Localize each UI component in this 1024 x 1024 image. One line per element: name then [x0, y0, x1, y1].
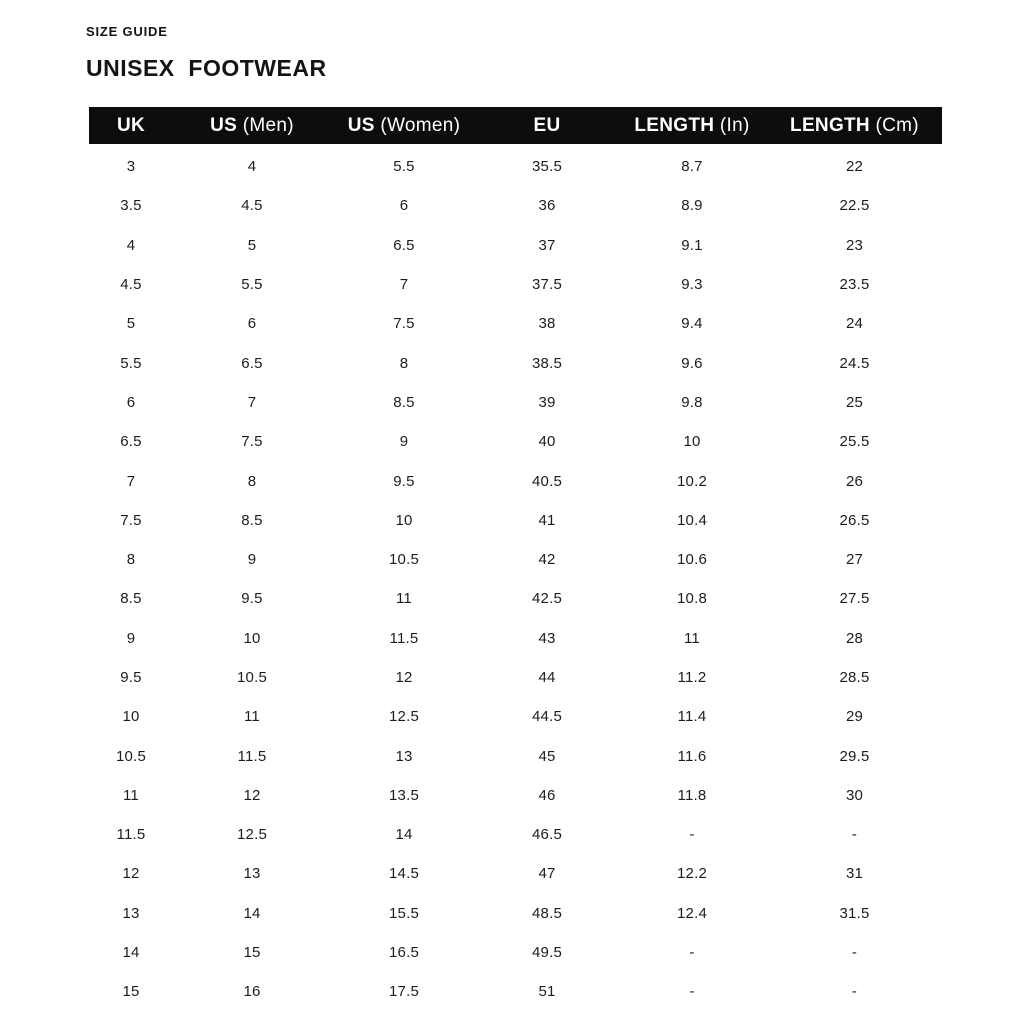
table-row [89, 619, 942, 658]
table-cell: 9 [247, 551, 257, 569]
table-cell: - [851, 826, 858, 844]
table-cell: 5.5 [120, 354, 142, 372]
table-cell: 12 [243, 786, 261, 804]
table-row [89, 815, 942, 854]
column-header-bold: UK [116, 114, 146, 136]
table-cell: 11.5 [237, 747, 267, 765]
table-row [89, 972, 942, 1011]
table-cell: 12.5 [237, 826, 267, 844]
table-row [89, 226, 942, 265]
table-cell: 44 [538, 669, 556, 686]
table-cell: 6.5 [393, 236, 415, 254]
table-cell: 10.4 [677, 511, 707, 529]
table-cell: 5.5 [393, 158, 415, 176]
table-cell: 8.7 [681, 158, 703, 176]
table-row [89, 265, 942, 304]
table-cell: 35.5 [532, 158, 562, 176]
table-cell: 6 [247, 315, 257, 333]
table-cell: 27.5 [839, 590, 870, 608]
table-cell: 10.5 [389, 551, 419, 569]
table-cell: 7.5 [241, 433, 263, 451]
table-row [89, 736, 942, 775]
table-cell: 12.5 [389, 708, 419, 726]
table-cell: 8.5 [120, 590, 142, 608]
table-cell: 22.5 [839, 197, 870, 215]
table-cell: 10 [122, 708, 140, 726]
table-cell: 4.5 [120, 276, 142, 294]
table-cell: 7 [399, 276, 409, 294]
table-cell: 12.4 [677, 904, 707, 922]
table-cell: 9.5 [241, 590, 263, 608]
table-row [89, 147, 942, 186]
table-cell: 28.5 [839, 669, 870, 686]
table-cell: 8 [247, 472, 257, 490]
table-cell: 11.5 [116, 826, 146, 844]
table-cell: 6.5 [241, 354, 263, 372]
size-table-body [89, 144, 942, 1012]
table-cell: 7 [247, 393, 257, 411]
column-header [767, 107, 942, 144]
table-cell: 11.4 [677, 708, 707, 726]
column-header-bold: EU [533, 114, 561, 136]
table-cell: 11 [396, 590, 412, 608]
table-cell: 11 [123, 786, 139, 804]
table-cell: 46 [538, 786, 556, 804]
table-cell: 14.5 [389, 865, 419, 883]
table-cell: 9.4 [681, 315, 703, 333]
table-cell: 23.5 [839, 276, 870, 294]
table-cell: 5 [126, 315, 136, 333]
table-cell: 7 [126, 472, 136, 490]
table-row [89, 933, 942, 972]
table-cell: 3 [126, 158, 136, 176]
table-cell: 38 [538, 315, 556, 333]
table-cell: 4.5 [241, 197, 263, 215]
table-cell: 48.5 [532, 904, 562, 922]
table-cell: 6 [399, 197, 409, 215]
table-cell: 13.5 [389, 786, 419, 804]
table-cell: 6.5 [120, 433, 142, 451]
table-cell: 8 [399, 354, 409, 372]
table-cell: 5.5 [241, 276, 263, 294]
table-cell: 9 [399, 433, 409, 451]
table-cell: 7.5 [393, 315, 415, 333]
table-row [89, 854, 942, 893]
table-cell: 42.5 [532, 590, 562, 608]
column-header [477, 107, 617, 144]
table-cell: 40.5 [532, 472, 562, 490]
table-cell: 14 [395, 826, 413, 844]
table-row [89, 501, 942, 540]
table-cell: 7.5 [120, 511, 142, 529]
table-cell: 45 [538, 747, 556, 765]
table-row [89, 343, 942, 382]
table-cell: 25.5 [839, 433, 870, 451]
column-header-bold: LENGTH [634, 114, 715, 136]
table-cell: 14 [122, 944, 140, 962]
table-cell: 9.5 [120, 669, 142, 686]
table-cell: 13 [122, 904, 140, 922]
table-cell: 27 [845, 551, 864, 569]
table-cell: 47 [538, 865, 556, 883]
table-cell: 46.5 [532, 826, 562, 844]
table-cell: 11 [684, 629, 700, 647]
table-cell: 4 [126, 236, 136, 254]
table-cell: 39 [538, 393, 556, 411]
table-cell: 25 [845, 393, 864, 411]
table-cell: 24 [845, 315, 864, 333]
table-cell: - [689, 983, 695, 1001]
size-table [89, 107, 942, 1012]
table-row [89, 658, 942, 697]
size-guide-label: SIZE GUIDE [86, 24, 168, 39]
table-cell: 26.5 [839, 511, 870, 529]
column-header-bold: US [347, 114, 375, 136]
table-cell: 11.8 [677, 786, 707, 804]
column-header-qualifier: (Men) [237, 114, 294, 136]
table-cell: 16 [243, 983, 261, 1001]
table-cell: 10.6 [677, 551, 707, 569]
table-cell: 15 [122, 983, 140, 1001]
column-header [89, 107, 173, 144]
table-row [89, 304, 942, 343]
table-cell: 51 [538, 983, 556, 1001]
table-cell: 9.8 [681, 393, 703, 411]
table-cell: 13 [243, 865, 261, 883]
table-cell: 12 [395, 669, 413, 686]
column-header [173, 107, 331, 144]
table-cell: 11 [244, 708, 260, 726]
table-row [89, 540, 942, 579]
table-cell: - [851, 983, 858, 1001]
table-cell: 6 [126, 393, 136, 411]
table-cell: 9.6 [681, 354, 703, 372]
table-cell: 12.2 [677, 865, 707, 883]
table-cell: 9.5 [393, 472, 415, 490]
table-cell: 38.5 [532, 354, 562, 372]
table-cell: 10.2 [677, 472, 707, 490]
table-cell: 23 [845, 236, 864, 254]
table-cell: 3.5 [120, 197, 142, 215]
table-row [89, 186, 942, 225]
table-cell: 8.9 [681, 197, 703, 215]
table-cell: 15.5 [389, 904, 419, 922]
table-cell: 43 [538, 629, 556, 647]
column-header-bold: US [210, 114, 238, 136]
table-cell: 13 [395, 747, 413, 765]
table-cell: 37 [538, 236, 556, 254]
table-cell: 30 [845, 786, 864, 804]
table-cell: - [689, 944, 695, 962]
table-cell: 29.5 [839, 747, 870, 765]
table-cell: 10.8 [677, 590, 707, 608]
table-cell: 9.3 [681, 276, 703, 294]
table-row [89, 579, 942, 618]
table-cell: 16.5 [389, 944, 419, 962]
table-cell: 11.2 [677, 669, 707, 686]
table-row [89, 697, 942, 736]
table-cell: - [689, 826, 695, 844]
table-cell: 49.5 [532, 944, 562, 962]
table-cell: 14 [243, 904, 261, 922]
table-cell: 24.5 [839, 354, 870, 372]
table-cell: 36 [538, 197, 556, 215]
table-cell: - [851, 944, 858, 962]
table-row [89, 422, 942, 461]
table-row [89, 461, 942, 500]
table-cell: 11.5 [389, 629, 419, 647]
column-header-qualifier: (Cm) [869, 114, 919, 136]
column-header-qualifier: (Women) [374, 114, 461, 136]
table-cell: 41 [538, 511, 556, 529]
table-cell: 8.5 [393, 393, 415, 411]
table-cell: 10 [683, 433, 701, 451]
table-cell: 22 [845, 158, 864, 176]
table-cell: 10 [395, 511, 413, 529]
table-cell: 10.5 [237, 669, 267, 686]
column-header-qualifier: (In) [714, 114, 750, 136]
table-cell: 31.5 [839, 904, 870, 922]
table-row [89, 776, 942, 815]
table-cell: 8.5 [241, 511, 263, 529]
table-cell: 17.5 [389, 983, 419, 1001]
table-cell: 15 [243, 944, 261, 962]
header-row [89, 107, 942, 144]
table-cell: 11.6 [677, 747, 707, 765]
table-cell: 5 [247, 236, 257, 254]
table-cell: 8 [126, 551, 136, 569]
table-cell: 28 [845, 629, 864, 647]
table-cell: 29 [845, 708, 864, 726]
table-cell: 40 [538, 433, 556, 451]
size-table-header [89, 107, 942, 144]
table-row [89, 894, 942, 933]
table-cell: 44.5 [532, 708, 562, 726]
table-cell: 37.5 [532, 276, 562, 294]
table-cell: 31 [845, 865, 864, 883]
table-cell: 4 [247, 158, 257, 176]
table-cell: 10 [243, 629, 261, 647]
table-row [89, 383, 942, 422]
table-cell: 10.5 [116, 747, 146, 765]
column-header-bold: LENGTH [790, 114, 870, 136]
table-cell: 9 [126, 629, 136, 647]
table-cell: 26 [845, 472, 864, 490]
table-cell: 42 [538, 551, 556, 569]
table-cell: 12 [122, 865, 140, 883]
column-header [331, 107, 477, 144]
page-title: UNISEX FOOTWEAR [86, 55, 327, 81]
column-header [617, 107, 767, 144]
table-cell: 9.1 [681, 236, 703, 254]
